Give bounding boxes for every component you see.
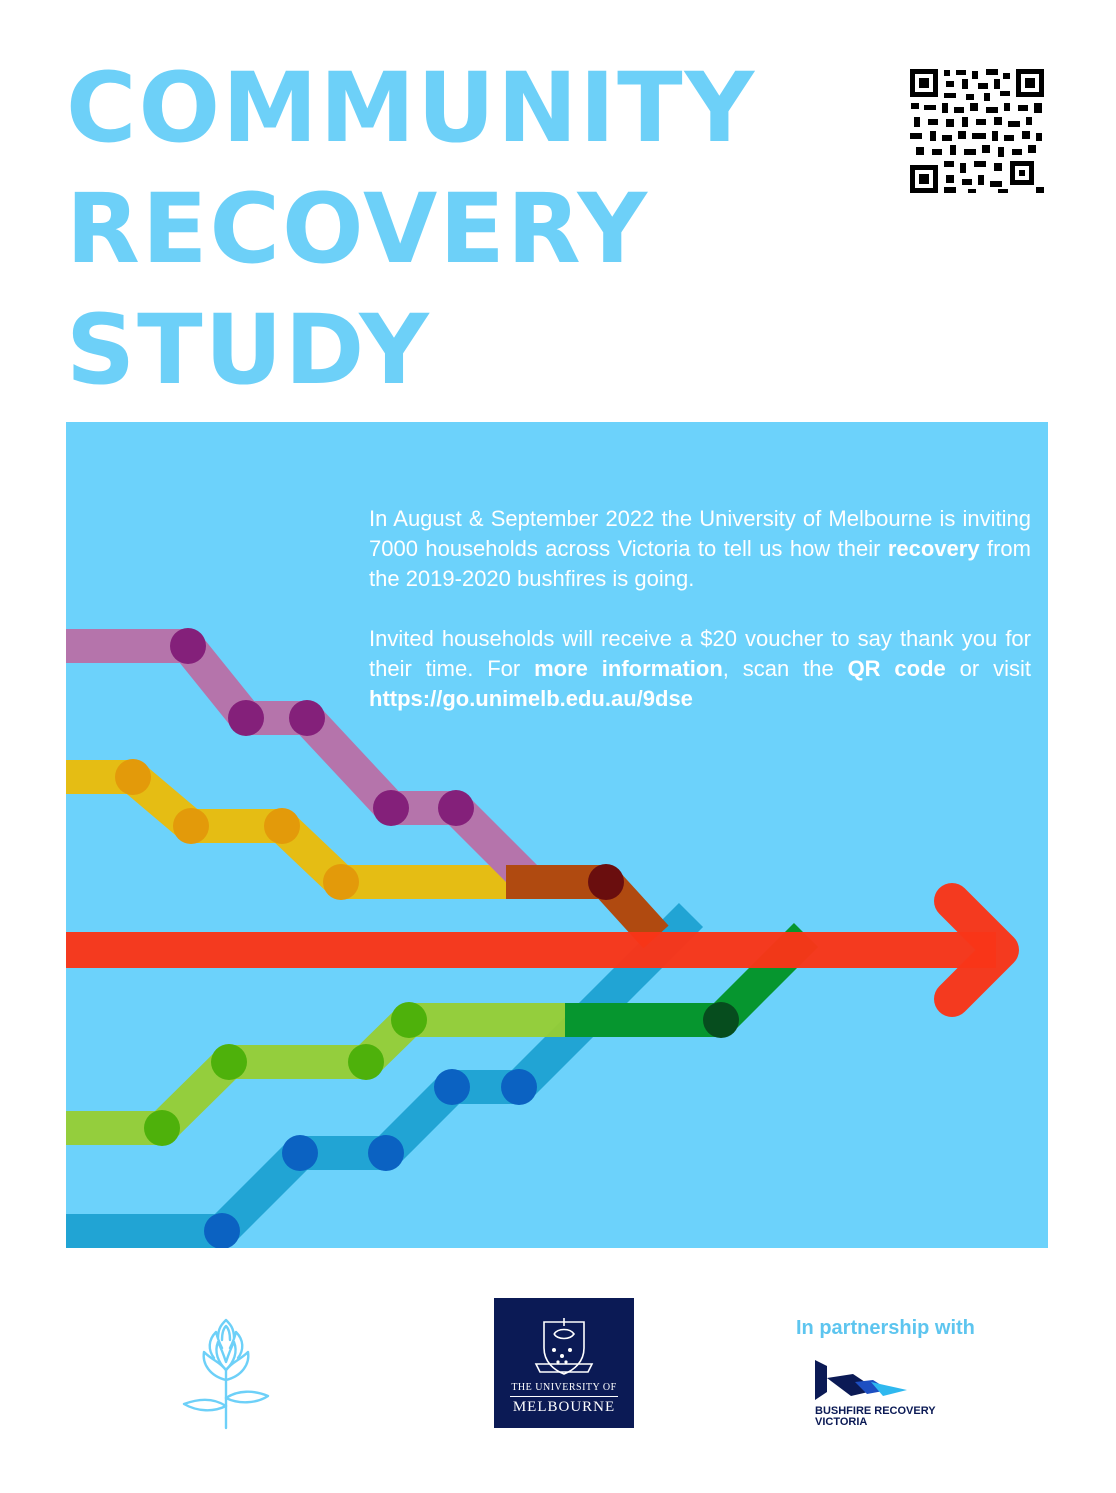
brv-line-1: BUSHFIRE RECOVERY bbox=[815, 1405, 936, 1417]
bushfire-recovery-victoria-wordmark bbox=[815, 1406, 936, 1428]
university-name-line-1: THE UNIVERSITY OF bbox=[511, 1382, 617, 1393]
intro-paragraph-2: Invited households will receive a $20 voucher to say thank you for their time. For more information, scan the QR code or visit https://go.unimelb.edu.au/9dse bbox=[369, 626, 1031, 711]
lime-dot bbox=[144, 1110, 180, 1146]
lime-dot bbox=[348, 1044, 384, 1080]
teal-dot bbox=[282, 1135, 318, 1171]
yellow-dot bbox=[173, 808, 209, 844]
purple-dot bbox=[228, 700, 264, 736]
qr-code-icon[interactable] bbox=[908, 67, 1046, 195]
brown-dot bbox=[588, 864, 624, 900]
study-link[interactable]: https://go.unimelb.edu.au/9dse bbox=[369, 686, 693, 711]
teal-dot bbox=[204, 1213, 240, 1248]
university-of-melbourne-logo bbox=[494, 1298, 634, 1428]
intro-paragraph-1: In August & September 2022 the University of Melbourne is inviting 7000 households across Victoria to tell us how their recovery from the 2019-2020 bushfires is going. bbox=[369, 506, 1031, 591]
yellow-dot bbox=[264, 808, 300, 844]
brv-line-2: VICTORIA bbox=[815, 1416, 868, 1428]
partnership-label: In partnership with bbox=[796, 1317, 975, 1339]
bushfire-recovery-victoria-logo-icon bbox=[815, 1360, 907, 1404]
yellow-dot bbox=[323, 864, 359, 900]
yellow-dot bbox=[115, 759, 151, 795]
page-title bbox=[66, 48, 756, 411]
purple-dot bbox=[373, 790, 409, 826]
forward-arrow bbox=[66, 901, 1001, 999]
teal-dot bbox=[434, 1069, 470, 1105]
green-dot bbox=[703, 1002, 739, 1038]
purple-dot bbox=[170, 628, 206, 664]
teal-dot bbox=[368, 1135, 404, 1171]
university-name-line-2: MELBOURNE bbox=[512, 1399, 616, 1415]
university-crest-icon bbox=[522, 1312, 606, 1384]
title-line-recovery: RECOVERY bbox=[66, 173, 650, 285]
lime-dot bbox=[211, 1044, 247, 1080]
purple-dot bbox=[438, 790, 474, 826]
hero-panel bbox=[66, 422, 1048, 1248]
teal-dot bbox=[501, 1069, 537, 1105]
title-line-study: STUDY bbox=[66, 294, 431, 406]
intro-text bbox=[369, 504, 1031, 714]
purple-dot bbox=[289, 700, 325, 736]
protea-flower-icon bbox=[178, 1318, 274, 1430]
brown-pathway bbox=[506, 882, 656, 937]
lime-dot bbox=[391, 1002, 427, 1038]
title-line-community: COMMUNITY bbox=[66, 52, 757, 164]
logo-divider bbox=[510, 1396, 618, 1397]
